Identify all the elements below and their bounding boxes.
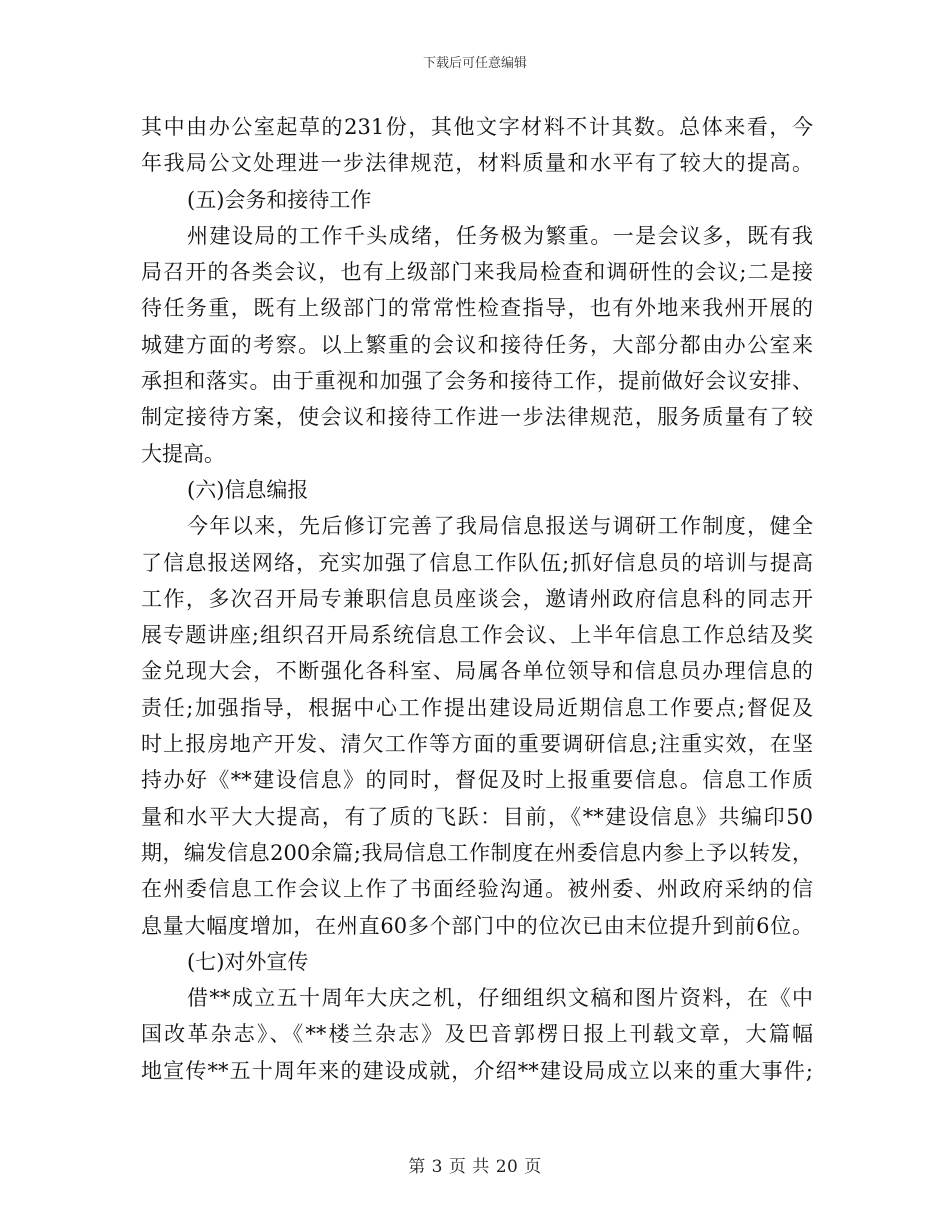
body-line: 待任务重，既有上级部门的常常性检查指导，也有外地来我州开展的 — [141, 296, 813, 321]
body-line: 息量大幅度增加，在州直60多个部门中的位次已由末位提升到前6位。 — [141, 913, 813, 938]
section-heading: (六)信息编报 — [187, 477, 309, 502]
body-line: 国改革杂志》、《**楼兰杂志》及巴音郭楞日报上刊载文章，大篇幅 — [141, 1022, 813, 1047]
body-line: 展专题讲座;组织召开局系统信息工作会议、上半年信息工作总结及奖 — [141, 623, 813, 648]
body-line: 制定接待方案，使会议和接待工作进一步法律规范，服务质量有了较 — [141, 405, 813, 430]
page-header: 下载后可任意编辑 — [422, 56, 527, 71]
body-line: 年我局公文处理进一步法律规范，材料质量和水平有了较大的提高。 — [141, 151, 813, 176]
body-line: 州建设局的工作千头成绪，任务极为繁重。一是会议多，既有我 — [187, 223, 813, 248]
body-line: 局召开的各类会议，也有上级部门来我局检查和调研性的会议;二是接 — [141, 260, 813, 285]
body-line: 工作，多次召开局专兼职信息员座谈会，邀请州政府信息科的同志开 — [141, 586, 813, 611]
body-line: 量和水平大大提高，有了质的飞跃：目前，《**建设信息》共编印50 — [141, 804, 813, 829]
body-line: 今年以来，先后修订完善了我局信息报送与调研工作制度，健全 — [187, 514, 813, 539]
document-body — [141, 109, 813, 1089]
body-line: 了信息报送网络，充实加强了信息工作队伍;抓好信息员的培训与提高 — [141, 550, 813, 575]
body-line: 在州委信息工作会议上作了书面经验沟通。被州委、州政府采纳的信 — [141, 877, 813, 902]
body-line: 金兑现大会，不断强化各科室、局属各单位领导和信息员办理信息的 — [141, 659, 813, 684]
body-line: 期，编发信息200余篇;我局信息工作制度在州委信息内参上予以转发， — [141, 840, 813, 865]
section-heading: (五)会务和接待工作 — [187, 187, 372, 212]
body-line: 承担和落实。由于重视和加强了会务和接待工作，提前做好会议安排、 — [141, 369, 813, 394]
page-footer: 第 3 页 共 20 页 — [408, 1157, 542, 1177]
body-line: 其中由办公室起草的231份，其他文字材料不计其数。总体来看，今 — [141, 115, 813, 139]
body-line: 责任;加强指导，根据中心工作提出建设局近期信息工作要点;督促及 — [141, 695, 813, 720]
body-line: 城建方面的考察。以上繁重的会议和接待任务，大部分都由办公室来 — [141, 332, 813, 357]
body-line: 地宣传**五十周年来的建设成就，介绍**建设局成立以来的重大事件; — [141, 1058, 813, 1083]
section-heading: (七)对外宣传 — [187, 949, 309, 974]
body-line: 持办好《**建设信息》的同时，督促及时上报重要信息。信息工作质 — [141, 768, 813, 793]
body-line: 大提高。 — [141, 441, 225, 466]
body-line: 时上报房地产开发、清欠工作等方面的重要调研信息;注重实效，在坚 — [141, 732, 813, 757]
body-line: 借**成立五十周年大庆之机，仔细组织文稿和图片资料，在《中 — [187, 986, 813, 1011]
